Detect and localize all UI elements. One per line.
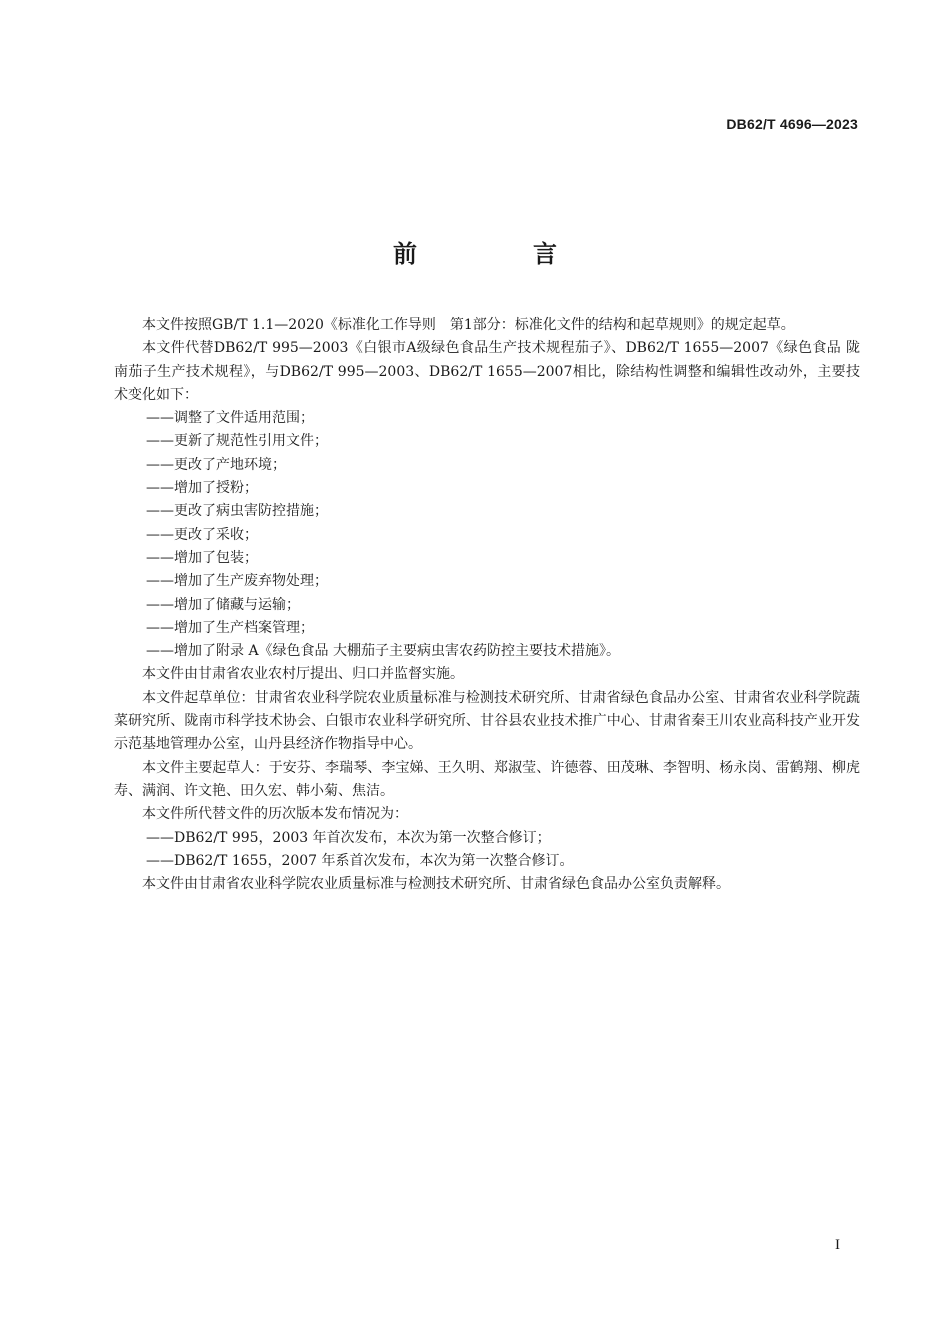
history-item: ——DB62/T 1655，2007 年系首次发布，本次为第一次整合修订。: [146, 852, 574, 869]
page-title: 前 言: [393, 240, 603, 268]
paragraph-replacement: 本文件代替DB62/T 995—2003《白银市A级绿色食品生产技术规程茄子》、DB62/T 1655—2007《绿色食品 陇南茄子生产技术规程》，与DB62/T 995—2003、DB62/T 1655—2007相比，除结构性调整和编辑性改动外，主要技术变化如下：: [114, 340, 860, 403]
list-item: ——增加了附录 A《绿色食品 大棚茄子主要病虫害农药防控主要技术措施》。: [146, 643, 621, 660]
list-item: ——增加了授粉；: [146, 480, 258, 497]
list-item: ——更新了规范性引用文件；: [146, 433, 328, 450]
paragraph-interpretation: 本文件由甘肃省农业科学院农业质量标准与检测技术研究所、甘肃省绿色食品办公室负责解释。: [142, 876, 730, 893]
paragraph-drafters: 本文件主要起草人：于安芬、李瑞琴、李宝娣、王久明、郑淑莹、许德蓉、田茂琳、李智明、杨永岗、雷鹤翔、柳虎寿、满润、许文艳、田久宏、韩小菊、焦洁。: [114, 759, 860, 799]
list-item: ——增加了包装；: [146, 549, 258, 566]
document-code: DB62/T 4696—2023: [726, 116, 858, 132]
history-item: ——DB62/T 995，2003 年首次发布，本次为第一次整合修订；: [146, 829, 551, 846]
list-item: ——更改了采收；: [146, 526, 258, 543]
list-item: ——增加了储藏与运输；: [146, 596, 300, 613]
list-item: ——增加了生产废弃物处理；: [146, 573, 328, 590]
list-item: ——更改了病虫害防控措施；: [146, 503, 328, 520]
paragraph-drafting-units: 本文件起草单位：甘肃省农业科学院农业质量标准与检测技术研究所、甘肃省绿色食品办公室、甘肃省农业科学院蔬菜研究所、陇南市科学技术协会、白银市农业科学研究所、甘谷县农业技术推广中心、甘肃省秦王川农业高科技产业开发示范基地管理办公室，山丹县经济作物指导中心。: [114, 689, 860, 753]
page-number: I: [835, 1237, 840, 1253]
list-item: ——增加了生产档案管理；: [146, 619, 314, 636]
paragraph-drafting-rule: 本文件按照GB/T 1.1—2020《标准化工作导则 第1部分：标准化文件的结构和起草规则》的规定起草。: [142, 317, 795, 333]
paragraph-history-intro: 本文件所代替文件的历次版本发布情况为：: [142, 806, 408, 823]
list-item: ——更改了产地环境；: [146, 456, 286, 473]
paragraph-proposer: 本文件由甘肃省农业农村厅提出、归口并监督实施。: [142, 666, 464, 683]
list-item: ——调整了文件适用范围；: [146, 410, 314, 427]
foreword-body: [114, 314, 860, 896]
